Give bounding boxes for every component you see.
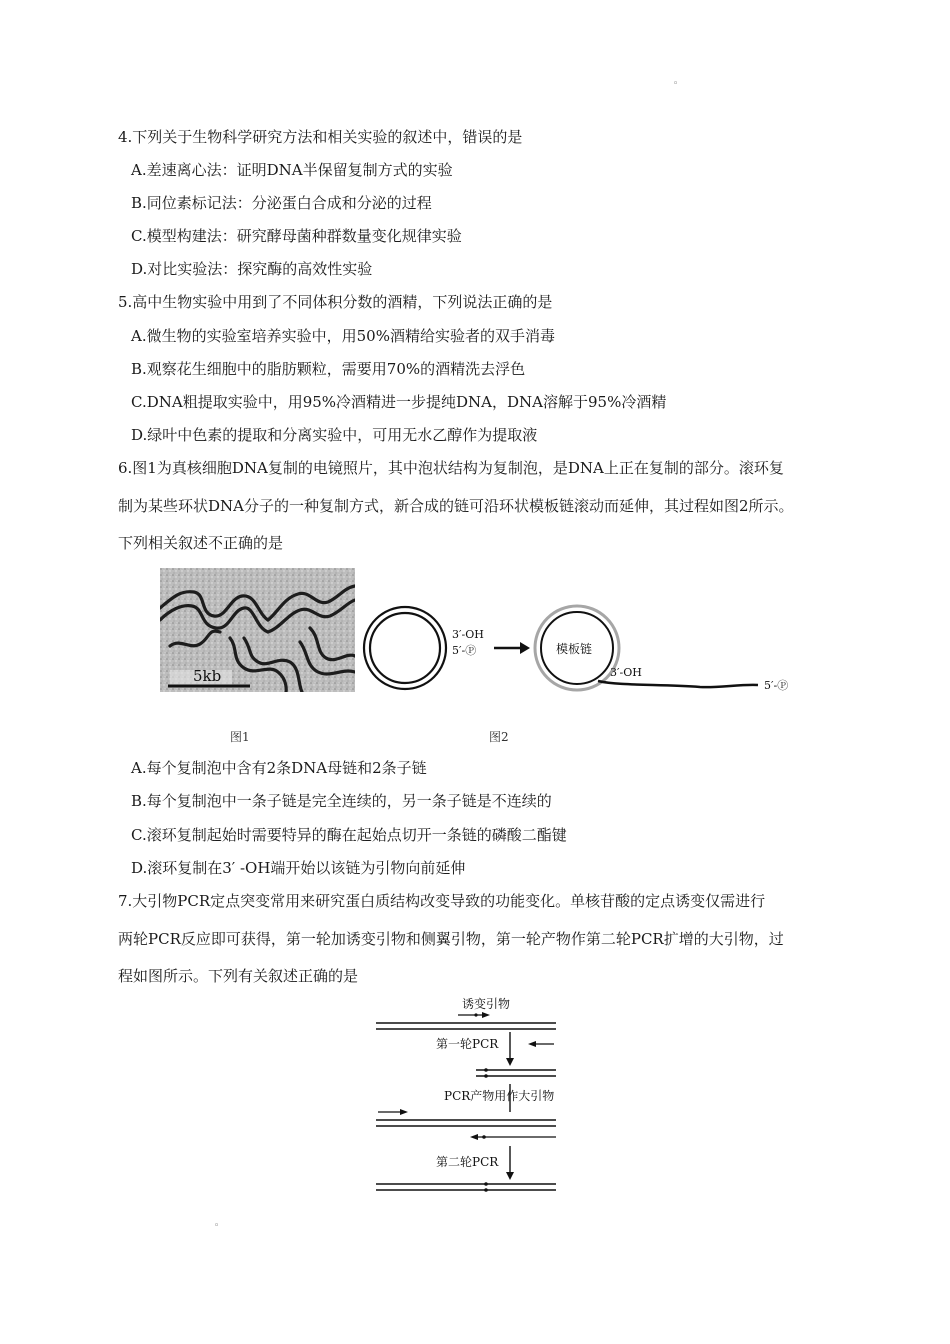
down-arrow-icon-2 (506, 1172, 514, 1180)
question-4-option-c: C.模型构建法：研究酵母菌种群数量变化规律实验 (131, 227, 462, 245)
figure-label-big-primer: PCR产物用作大引物 (444, 1089, 555, 1103)
question-6-option-d: D.滚环复制在3′ -OH端开始以该链为引物向前延伸 (131, 859, 466, 877)
figure-1-caption: 图1 (230, 730, 250, 744)
figure-1-micrograph (160, 568, 355, 692)
question-7-stem-line2: 两轮PCR反应即可获得，第一轮加诱变引物和侧翼引物，第一轮产物作第二轮PCR扩增的大引物，过 (118, 930, 784, 948)
question-6-option-c: C.滚环复制起始时需要特异的酶在起始点切开一条链的磷酸二酯键 (131, 826, 567, 844)
question-6-stem-line1: 6.图1为真核细胞DNA复制的电镜照片，其中泡状结构为复制泡，是DNA上正在复制的部分。滚环复 (118, 459, 784, 477)
figure-2-label-5p-strand: 5′-Ⓟ (764, 679, 789, 692)
question-5-option-a: A.微生物的实验室培养实验中，用50%酒精给实验者的双手消毒 (131, 327, 555, 345)
figure-2-label-5p: 5′-Ⓟ (452, 644, 477, 657)
bottom-mark: ◦ (214, 1221, 220, 1231)
figure-2-label-3oh-strand: 3′-OH (610, 666, 642, 679)
question-6-stem-line3: 下列相关叙述不正确的是 (118, 534, 284, 552)
question-6-stem-line2: 制为某些环状DNA分子的一种复制方式，新合成的链可沿环状模板链滚动而延伸，其过程如图2所示。 (118, 497, 794, 515)
question-4-stem: 4.下列关于生物科学研究方法和相关实验的叙述中，错误的是 (118, 128, 523, 146)
question-5-option-b: B.观察花生细胞中的脂肪颗粒，需要用70%的酒精洗去浮色 (131, 360, 526, 378)
question-5-option-c: C.DNA粗提取实验中，用95%冷酒精进一步提纯DNA，DNA溶解于95%冷酒精 (131, 393, 667, 411)
figure-2-template-label: 模板链 (556, 642, 593, 656)
down-arrow-icon (506, 1058, 514, 1066)
figure-2-caption: 图2 (489, 730, 509, 744)
question-4-option-d: D.对比实验法：探究酶的高效性实验 (131, 260, 373, 278)
question-7-stem-line1: 7.大引物PCR定点突变常用来研究蛋白质结构改变导致的功能变化。单核苷酸的定点诱变仅需进行 (118, 892, 766, 910)
figure-label-round-2: 第二轮PCR (436, 1155, 499, 1169)
question-4-option-a: A.差速离心法：证明DNA半保留复制方式的实验 (131, 161, 453, 179)
question-7-stem-line3: 程如图所示。下列有关叙述正确的是 (118, 967, 359, 985)
question-5-stem: 5.高中生物实验中用到了不同体积分数的酒精，下列说法正确的是 (118, 293, 553, 311)
figure-megaprimer-pcr (370, 994, 560, 1194)
corner-mark: ◦ (673, 79, 679, 89)
figure-label-mutagenic-primer: 诱变引物 (462, 997, 511, 1011)
figure-label-round-1: 第一轮PCR (436, 1037, 499, 1051)
question-6-option-b: B.每个复制泡中一条子链是完全连续的，另一条子链是不连续的 (131, 792, 552, 810)
question-4-option-b: B.同位素标记法：分泌蛋白合成和分泌的过程 (131, 194, 432, 212)
figure-2-rolling-circle (360, 598, 800, 698)
figure-2-label-3oh: 3′-OH (452, 628, 484, 641)
arrow-icon (520, 642, 530, 654)
question-6-option-a: A.每个复制泡中含有2条DNA母链和2条子链 (131, 759, 427, 777)
question-5-option-d: D.绿叶中色素的提取和分离实验中，可用无水乙醇作为提取液 (131, 426, 538, 444)
figure-1-scale-label: 5kb (193, 667, 222, 685)
